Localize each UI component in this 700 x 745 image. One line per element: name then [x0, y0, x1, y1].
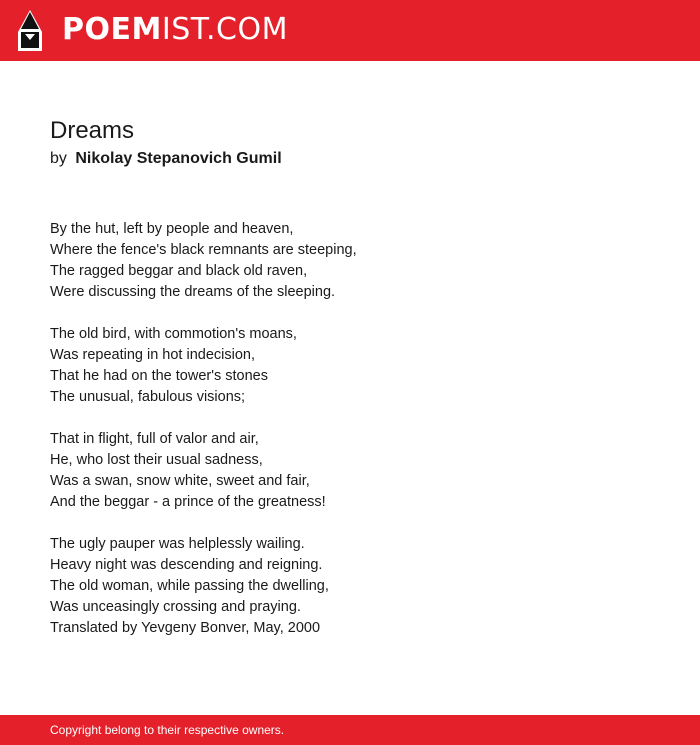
poem-line: The ragged beggar and black old raven, [50, 263, 308, 279]
poem-line: That in flight, full of valor and air, [50, 431, 259, 447]
poem-body [50, 219, 650, 660]
author-name[interactable]: Nikolay Stepanovich Gumil [75, 150, 282, 167]
stanza-4 [50, 534, 650, 639]
poem-line: Was repeating in hot indecision, [50, 347, 255, 363]
stanza-3 [50, 429, 650, 513]
poem-line: Were discussing the dreams of the sleeping. [50, 284, 336, 300]
poem-line: The ugly pauper was helplessly wailing. [50, 536, 305, 552]
poem-line: Where the fence's black remnants are steeping, [50, 242, 357, 258]
poem-line: And the beggar - a prince of the greatness! [50, 494, 326, 510]
site-header [0, 0, 700, 61]
stanza-1 [50, 219, 650, 303]
site-footer [0, 715, 700, 745]
poem-line: The unusual, fabulous visions; [50, 389, 246, 405]
byline [50, 148, 282, 170]
site-logo-text[interactable] [62, 13, 288, 47]
poem-title: Dreams [50, 117, 135, 144]
poem-line: The old woman, while passing the dwelling, [50, 578, 329, 594]
poem-line: He, who lost their usual sadness, [50, 452, 263, 468]
translation-credit: Translated by Yevgeny Bonver, May, 2000 [50, 620, 321, 636]
poem-line: Was a swan, snow white, sweet and fair, [50, 473, 310, 489]
stanza-2 [50, 324, 650, 408]
poem-line: By the hut, left by people and heaven, [50, 221, 294, 237]
brand-bold: POEM [62, 12, 162, 47]
poem-line: The old bird, with commotion's moans, [50, 326, 297, 342]
pencil-tip-icon[interactable] [18, 10, 42, 51]
brand-light: IST.COM [161, 12, 288, 47]
poem-line: Heavy night was descending and reigning. [50, 557, 323, 573]
copyright-text: Copyright belong to their respective owners. [50, 723, 285, 737]
poem-line: That he had on the tower's stones [50, 368, 268, 384]
poem-line: Was unceasingly crossing and praying. [50, 599, 301, 615]
by-label: by [50, 150, 67, 167]
